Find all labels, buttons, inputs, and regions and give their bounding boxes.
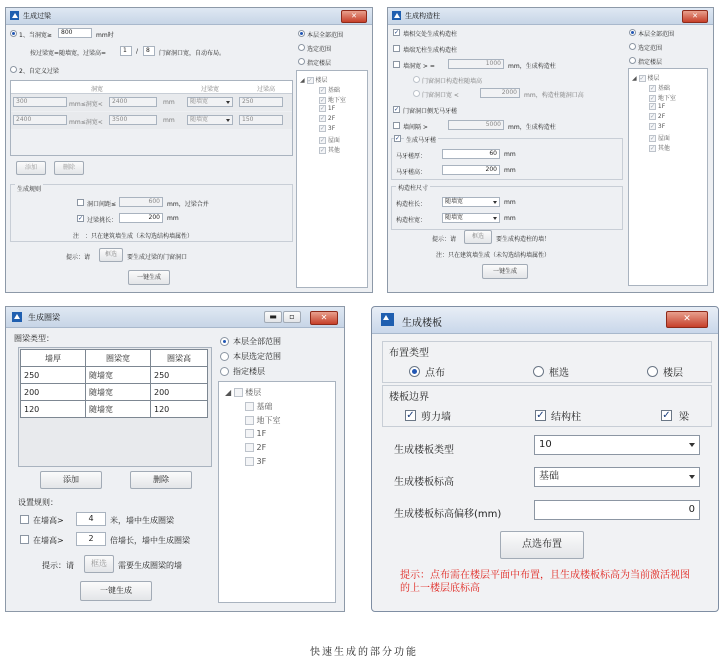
no-toothing-checkbox[interactable] (393, 106, 400, 113)
floor-tree (296, 70, 368, 288)
layout-box-radio[interactable] (533, 366, 544, 377)
floor-tree (218, 381, 336, 603)
min-width-unit: mm时 (96, 32, 114, 39)
toothing-group: ✓ 生成马牙槎 马牙槎厚： 60 mm 马牙槎高： 200 mm (391, 138, 623, 180)
tree-item[interactable]: ✓ 基础 (649, 83, 670, 92)
toothing-thickness-input[interactable]: 60 (442, 149, 500, 159)
maximize-button[interactable]: ▫ (283, 311, 301, 323)
ring-beam-type-label: 圈梁类型： (14, 334, 54, 343)
column-size-group: 构造柱尺寸 构造柱长： 随墙宽 mm 构造柱宽： 随墙宽 mm (391, 186, 623, 230)
generate-button[interactable]: 一键生成 (128, 270, 170, 285)
col-beam-height: 圈梁高 (151, 350, 208, 367)
scope-all-radio[interactable] (629, 29, 636, 36)
hole-width-input[interactable]: 1000 (448, 59, 504, 69)
tree-item[interactable]: 3F (245, 457, 266, 466)
generate-button[interactable]: 一键生成 (482, 264, 528, 279)
window-title: 生成构造柱 (405, 12, 440, 20)
overhang-input[interactable]: 200 (119, 213, 163, 223)
title-bar (6, 8, 372, 25)
tree-item[interactable]: ✓ 2F (649, 113, 665, 120)
box-select-button[interactable]: 框选 (99, 248, 123, 262)
window-generate-slab (371, 306, 719, 612)
wall-ratio-checkbox[interactable] (20, 535, 29, 544)
layout-type-group: 布置类型 点布 框选 楼层 (382, 341, 712, 383)
wall-ratio-input[interactable]: 2 (76, 532, 106, 546)
ratio-numerator-input[interactable]: 1 (120, 46, 132, 56)
rules-group: 生成规则 洞口间距≤ 600 mm，过梁合并 ✓ 过梁挑长： 200 mm 注 ：只在建筑墙生成（未勾选结构墙属性） (10, 184, 293, 242)
tree-item[interactable]: ✓ 2F (319, 115, 335, 122)
col-hole-width: 洞宽 (91, 86, 104, 93)
wall-height-checkbox[interactable] (20, 515, 29, 524)
intersection-checkbox[interactable] (393, 29, 400, 36)
tree-item[interactable]: 地下室 (245, 415, 281, 426)
scope-selected-radio[interactable] (298, 44, 305, 51)
close-button[interactable]: ✕ (682, 10, 708, 23)
rules-title: 生成规则 (17, 186, 42, 193)
wall-spacing-checkbox[interactable] (393, 122, 400, 129)
box-select-button[interactable]: 框选 (84, 555, 114, 573)
follow-hole-radio[interactable] (413, 90, 420, 97)
slab-boundary-title: 楼板边界 (389, 392, 429, 403)
scope-floor-radio[interactable] (629, 57, 636, 64)
box-select-button[interactable]: 框选 (464, 230, 492, 244)
scope-all-radio[interactable] (298, 30, 305, 37)
scope-floor-radio[interactable] (220, 367, 229, 376)
window-title: 生成过梁 (23, 12, 51, 20)
merge-distance-input[interactable]: 600 (119, 197, 163, 207)
tree-item[interactable]: ✓ 其他 (319, 145, 340, 154)
scope-selected-radio[interactable] (220, 352, 229, 361)
tip-text-b: 要生成过梁的门窗洞口 (127, 254, 188, 261)
tree-item[interactable]: 1F (245, 429, 266, 438)
scope-selected-radio[interactable] (629, 43, 636, 50)
slab-type-label: 生成楼板类型 (394, 445, 454, 456)
window-title: 生成楼板 (402, 318, 442, 329)
ratio-slash: / (136, 48, 139, 55)
tree-root[interactable]: ◢ ✓ 楼层 (632, 73, 659, 82)
option-custom-radio[interactable] (10, 66, 17, 73)
min-width-input[interactable]: 800 (58, 28, 92, 38)
column-width-select[interactable]: 随墙宽 (442, 213, 500, 223)
note-text: 注：只在建筑墙生成（未勾选结构墙属性） (436, 252, 551, 259)
app-icon (10, 11, 19, 20)
rule-text-a: 按过梁宽=随墙宽，过梁高= (30, 50, 107, 57)
title-bar (6, 307, 344, 328)
delete-button[interactable]: 删除 (54, 161, 84, 175)
col-beam-width: 圈梁宽 (86, 350, 151, 367)
slab-offset-label: 生成楼板标高偏移(mm) (394, 509, 502, 520)
window-generate-lintel: 生成过梁 ✕ 1、当洞宽≥ 800 mm时 按过梁宽=随墙宽，过梁高= 1 / 8 门窗洞口宽，自动布局。 2、自定义过梁 洞宽 过梁宽 过梁高 300 mm≤洞宽< 2400 mm 随墙宽 250 2400 mm≤洞宽< 3500 mm 随墙宽 150 添加 删除 生成规则 洞口间距≤ 600 mm，过梁合并 ✓ 过梁挑长： 200 mm 注 ：只在建筑墙生成（未勾选结构墙属性） 提示：请 框选 要生成过梁的门窗洞口 一键生成 本层全部范围 选定范围 指定楼层 ◢ ✓ 楼层 ✓ 基础 ✓ 地下室 ✓ 1F ✓ 2F ✓ 3F ✓ 屋面 ✓ 其他 (5, 7, 373, 293)
slab-elevation-select[interactable]: 基础 (534, 467, 700, 487)
table-row[interactable]: 200 随墙宽 200 (21, 384, 208, 401)
toothing-checkbox[interactable] (394, 135, 401, 142)
ratio-denominator-input[interactable]: 8 (143, 46, 155, 56)
figure-caption: 快速生成的部分功能 (310, 647, 418, 658)
column-length-select[interactable]: 随墙宽 (442, 197, 500, 207)
table-row[interactable]: 2400 mm≤洞宽< 3500 mm 随墙宽 150 (11, 112, 292, 129)
layout-point-radio[interactable] (409, 366, 420, 377)
col-wall-thickness: 墙厚 (21, 350, 86, 367)
table-row[interactable]: 120 随墙宽 120 (21, 401, 208, 418)
delete-button[interactable]: 删除 (130, 471, 192, 489)
tree-item[interactable]: ✓ 其他 (649, 143, 670, 152)
tip-text-a: 提示：请 (42, 561, 74, 570)
overhang-checkbox[interactable] (77, 215, 84, 222)
rule-text-b: 门窗洞口宽，自动布局。 (159, 50, 226, 57)
ring-beam-grid (20, 349, 208, 418)
shear-wall-checkbox[interactable] (405, 410, 416, 421)
rules-label: 设置规则： (18, 498, 58, 507)
tree-item[interactable]: ✓ 地下室 (319, 95, 346, 104)
structural-column-checkbox[interactable] (535, 410, 546, 421)
option-custom-label: 2、自定义过梁 (19, 68, 59, 75)
title-bar (388, 8, 713, 25)
tree-item[interactable]: ✓ 屋面 (319, 135, 340, 144)
table-row[interactable]: 300 mm≤洞宽< 2400 mm 随墙宽 250 (11, 94, 292, 111)
tree-root[interactable]: ◢ ✓ 楼层 (300, 75, 327, 84)
merge-checkbox[interactable] (77, 199, 84, 206)
slab-boundary-group: 楼板边界 ✓ 剪力墙 ✓ 结构柱 ✓ 梁 (382, 385, 712, 427)
tip-text-b: 要生成构造柱的墙！ (496, 236, 551, 243)
app-icon (381, 313, 394, 326)
scope-all-radio[interactable] (220, 337, 229, 346)
close-button[interactable]: ✕ (666, 311, 708, 328)
wall-end-checkbox[interactable] (393, 45, 400, 52)
tree-item[interactable]: ✓ 基础 (319, 85, 340, 94)
tip-text-a: 提示：请 (432, 236, 457, 243)
slab-elevation-label: 生成楼板标高 (394, 477, 454, 488)
add-button[interactable]: 添加 (40, 471, 102, 489)
hole-width-limit-input[interactable]: 2000 (480, 88, 520, 98)
slab-offset-input[interactable]: 0 (534, 500, 700, 520)
note-text: 注 ：只在建筑墙生成（未勾选结构墙属性） (73, 233, 194, 240)
tree-item[interactable]: ✓ 屋面 (649, 133, 670, 142)
beam-checkbox[interactable] (661, 410, 672, 421)
tree-item[interactable]: ✓ 1F (319, 105, 335, 112)
option-auto-radio[interactable] (10, 30, 17, 37)
option-auto-label: 1、当洞宽≥ (19, 32, 52, 39)
tip-text: 提示：点布需在楼层平面中布置，且生成楼板标高为当前激活视图的上一楼层底标高 (400, 570, 690, 594)
table-row[interactable]: 250 随墙宽 250 (21, 367, 208, 384)
tip-text-b: 需要生成圈梁的墙 (118, 561, 182, 570)
tree-root[interactable]: ◢ 楼层 (225, 388, 262, 397)
add-button[interactable]: 添加 (16, 161, 46, 175)
app-icon (12, 312, 22, 322)
toothing-height-input[interactable]: 200 (442, 165, 500, 175)
layout-floor-radio[interactable] (647, 366, 658, 377)
point-place-button[interactable]: 点选布置 (500, 531, 584, 559)
window-title: 生成圈梁 (28, 313, 60, 322)
wall-height-input[interactable]: 4 (76, 512, 106, 526)
slab-type-select[interactable]: 10 (534, 435, 700, 455)
title-bar (372, 307, 718, 334)
follow-wall-radio[interactable] (413, 76, 420, 83)
col-lintel-height: 过梁高 (257, 86, 276, 93)
tree-item[interactable]: ✓ 3F (649, 123, 665, 130)
tree-item[interactable]: 基础 (245, 401, 273, 412)
minimize-button[interactable]: ▬ (264, 311, 282, 323)
tree-item[interactable]: ✓ 1F (649, 103, 665, 110)
tip-text-a: 提示：请 (66, 254, 91, 261)
tree-item[interactable]: ✓ 地下室 (649, 93, 676, 102)
layout-type-title: 布置类型 (389, 348, 429, 359)
generate-button[interactable]: 一键生成 (80, 581, 152, 601)
tree-item[interactable]: ✓ 3F (319, 125, 335, 132)
window-generate-column: 生成构造柱 ✕ ✓ 墙相交处生成构造柱 墙端无柱生成构造柱 墙洞宽 > = 1000 mm，生成构造柱 门窗洞口构造柱随墙高 门窗洞口宽 < 2000 mm，构造柱随洞口高 ✓ 门窗洞口侧无马牙槎 墙间隔 > 5000 mm，生成构造柱 ✓ 生成马牙槎 马牙槎厚： 60 mm 马牙槎高： 200 mm 构造柱尺寸 构造柱长： 随墙宽 mm 构造柱宽： 随墙宽 mm 提示：请 框选 要生成构造柱的墙！ 注：只在建筑墙生成（未勾选结构墙属性） 一键生成 本层全部范围 选定范围 指定楼层 ◢ ✓ 楼层 ✓ 基础 ✓ 地下室 ✓ 1F ✓ 2F ✓ 3F ✓ 屋面 ✓ 其他 (387, 7, 714, 293)
close-icon[interactable]: ✕ (310, 311, 338, 325)
app-icon (392, 11, 401, 20)
floor-tree (628, 68, 708, 286)
close-button[interactable]: ✕ (341, 10, 367, 23)
wall-spacing-input[interactable]: 5000 (448, 120, 504, 130)
tree-item[interactable]: 2F (245, 443, 266, 452)
col-lintel-width: 过梁宽 (201, 86, 220, 93)
scope-floor-radio[interactable] (298, 58, 305, 65)
lintel-table (10, 80, 293, 156)
window-generate-ring-beam: 生成圈梁 ▬ ▫ ✕ 圈梁类型： 墙厚 圈梁宽 圈梁高 250 随墙宽 250 200 随墙宽 200 120 随墙宽 120 添加 删除 设置规则： 在墙高> 4 米，墙中生成圈梁 在墙高> 2 倍墙长，墙中生成圈梁 提示：请 框选 需要生成圈梁的墙 一键生成 本层全部范围 本层选定范围 指定楼层 ◢ 楼层 基础 地下室 1F 2F 3F (5, 306, 345, 612)
hole-width-checkbox[interactable] (393, 61, 400, 68)
